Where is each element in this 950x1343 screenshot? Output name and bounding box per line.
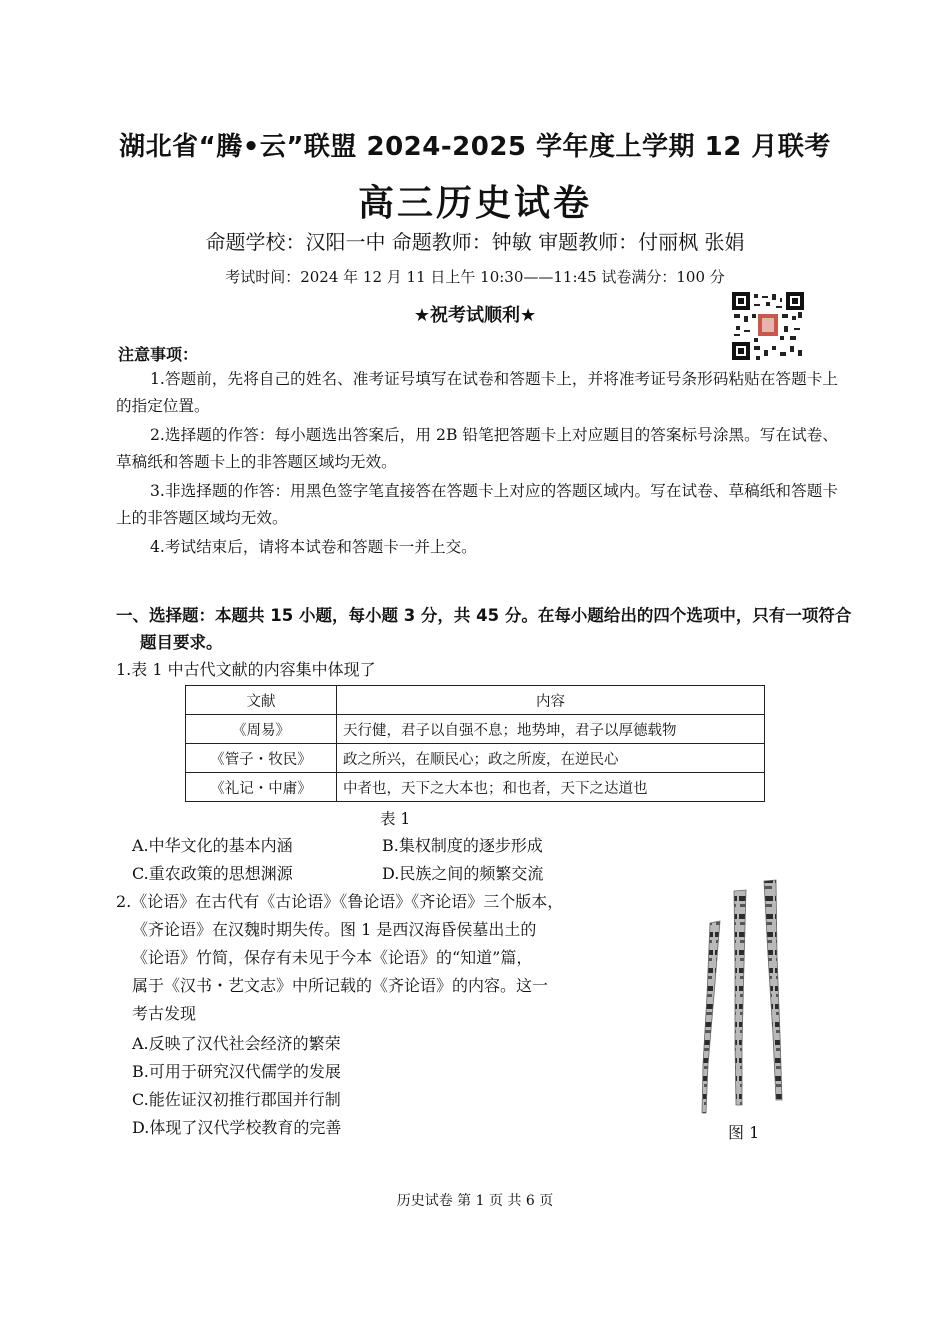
question-2-option-a: A.反映了汉代社会经济的繁荣 [132, 1034, 341, 1053]
notice-item-3: 3.非选择题的作答：用黑色签字笔直接答在答题卡上对应的答题区域内。写在试卷、草稿纸和答题卡上的非答题区域均无效。 [116, 482, 838, 527]
question-2-stem-line: 考古发现 [132, 1004, 197, 1023]
table-cell: 中者也，天下之大本也；和也者，天下之达道也 [337, 773, 765, 802]
question-1-option-a: A.中华文化的基本内涵 [132, 836, 293, 855]
table-cell: 政之所兴，在顺民心；政之所废，在逆民心 [337, 744, 765, 773]
question-2-stem-line: 《齐论语》在汉魏时期失传。图 1 是西汉海昏侯墓出土的 [132, 920, 537, 939]
bamboo-slips-figure [690, 875, 800, 1120]
page-footer: 历史试卷 第 1 页 共 6 页 [396, 1193, 554, 1209]
author-line: 命题学校：汉阳一中 命题教师：钟敏 审题教师：付丽枫 张娟 [205, 230, 745, 254]
subject-title: 高三历史试卷 [357, 183, 592, 224]
question-2-stem-line: 《论语》竹简，保存有未见于今本《论语》的“知道”篇， [132, 948, 533, 967]
section-heading: 一、选择题：本题共 15 小题，每小题 3 分，共 45 分。在每小题给出的四个选项中，只有一项符合题目要求。 [116, 606, 852, 652]
question-2-option-c: C.能佐证汉初推行郡国并行制 [132, 1090, 341, 1109]
notice-item-1: 1.答题前，先将自己的姓名、准考证号填写在试卷和答题卡上，并将准考证号条形码粘贴在答题卡上的指定位置。 [116, 370, 838, 415]
notice-item-2: 2.选择题的作答：每小题选出答案后，用 2B 铅笔把答题卡上对应题目的答案标号涂黑。写在试卷、草稿纸和答题卡上的非答题区域均无效。 [116, 426, 838, 471]
table-row [186, 773, 765, 802]
qr-code-icon [732, 292, 804, 360]
exam-title: 湖北省“腾•云”联盟 2024-2025 学年度上学期 12 月联考 [119, 132, 831, 162]
notice-heading: 注意事项： [118, 345, 199, 364]
question-2-option-d: D.体现了汉代学校教育的完善 [132, 1118, 342, 1137]
question-1-option-c: C.重农政策的思想渊源 [132, 864, 293, 883]
table-header-cell: 文献 [186, 686, 337, 715]
table-caption: 表 1 [380, 810, 411, 828]
good-luck-line: ★祝考试顺利★ [413, 305, 537, 326]
question-2-stem-line: 2.《论语》在古代有《古论语》《鲁论语》《齐论语》三个版本， [116, 892, 564, 911]
table-cell: 《管子・牧民》 [186, 744, 337, 773]
table-1 [185, 685, 765, 802]
question-2-stem-line: 属于《汉书・艺文志》中所记载的《齐论语》的内容。这一 [132, 976, 549, 995]
exam-time: 考试时间：2024 年 12 月 11 日上午 10:30——11:45 试卷满分：100 分 [225, 268, 725, 286]
figure-caption: 图 1 [728, 1123, 760, 1142]
table-cell: 《礼记・中庸》 [186, 773, 337, 802]
notice-item-4: 4.考试结束后，请将本试卷和答题卡一并上交。 [150, 538, 477, 556]
table-cell: 《周易》 [186, 715, 337, 744]
question-1-option-d: D.民族之间的频繁交流 [382, 864, 544, 883]
question-1-option-b: B.集权制度的逐步形成 [382, 836, 543, 855]
table-row [186, 744, 765, 773]
question-2-option-b: B.可用于研究汉代儒学的发展 [132, 1062, 341, 1081]
question-1-stem: 1.表 1 中古代文献的内容集中体现了 [116, 660, 376, 679]
table-header-cell: 内容 [337, 686, 765, 715]
table-cell: 天行健，君子以自强不息；地势坤，君子以厚德载物 [337, 715, 765, 744]
table-header-row [186, 686, 765, 715]
table-row [186, 715, 765, 744]
